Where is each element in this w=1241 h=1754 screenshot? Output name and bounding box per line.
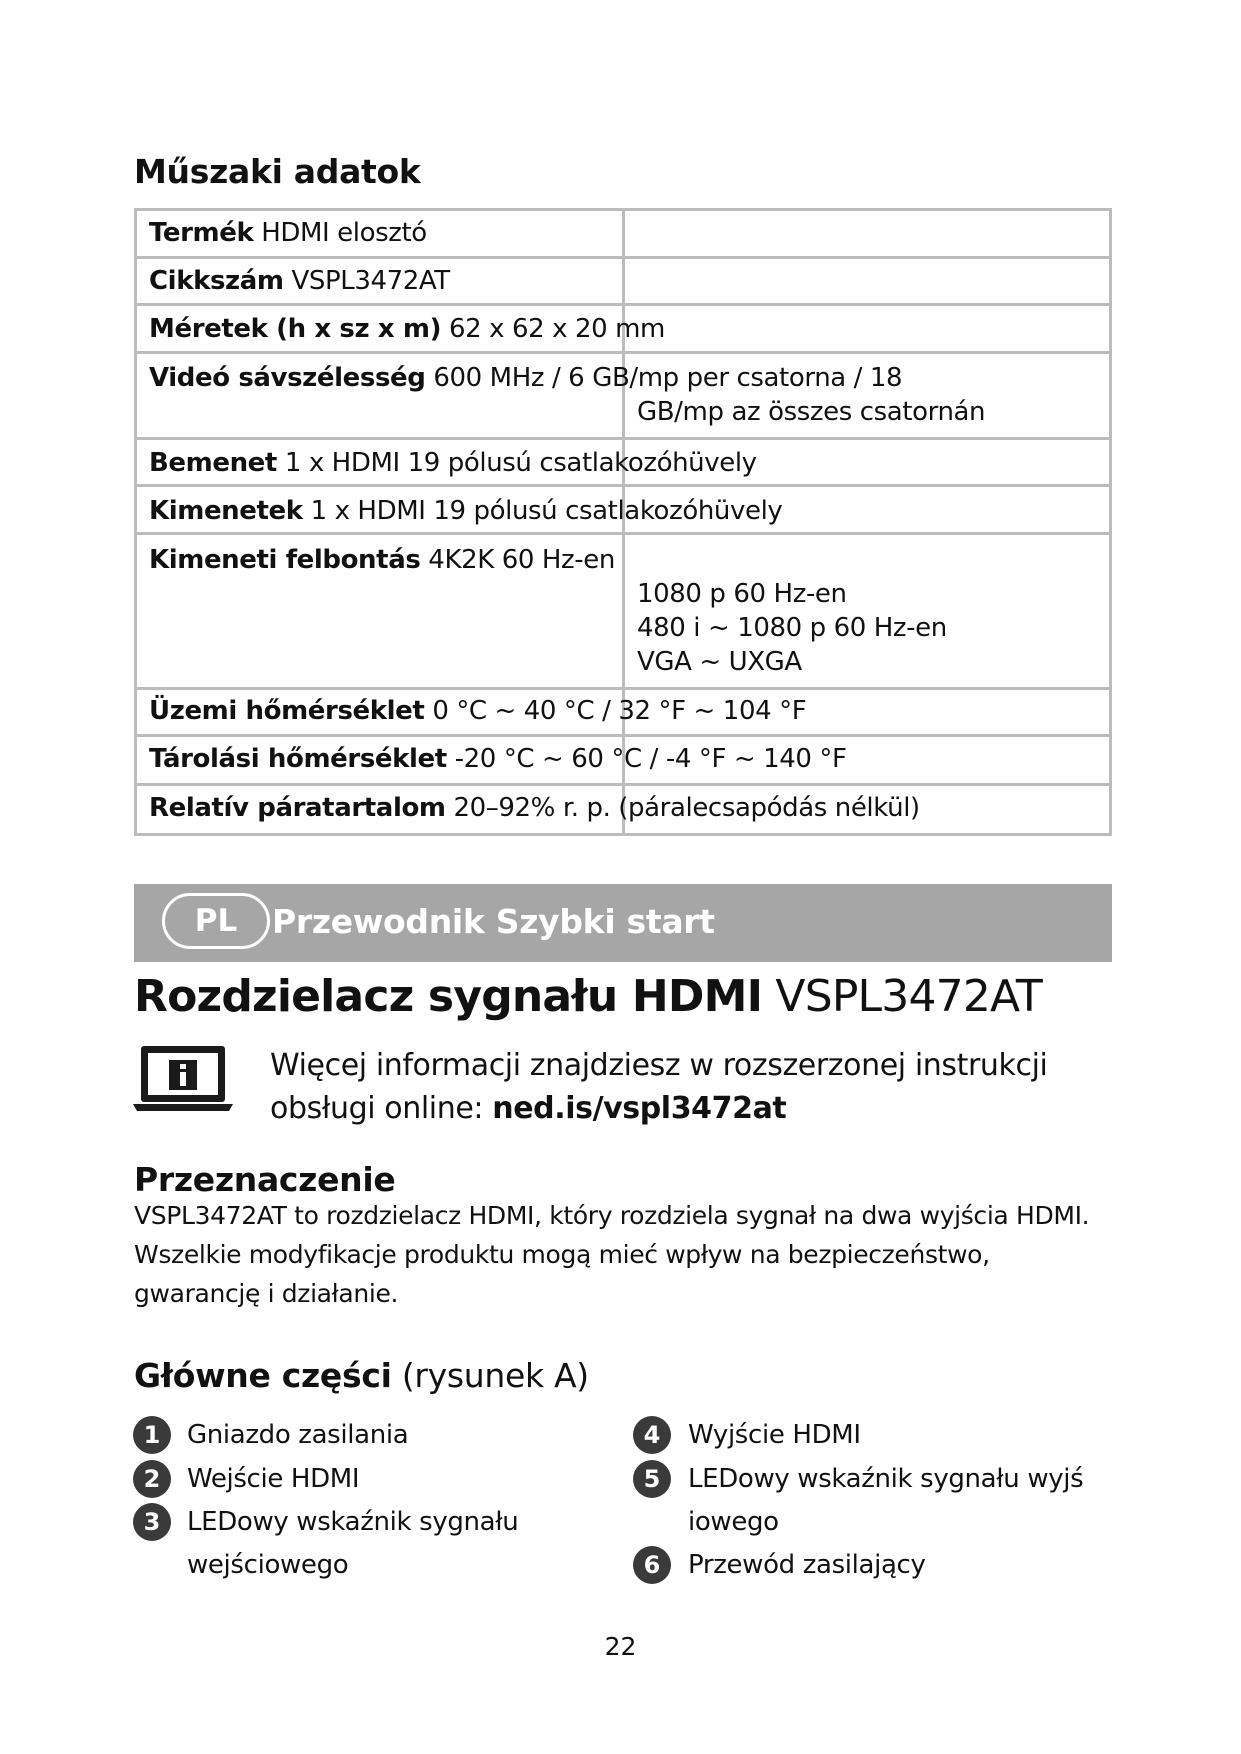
info-prefix: obsługi online: [270,1091,484,1126]
part-number-badge: 1 [133,1416,171,1454]
spec-value: 600 MHz / 6 GB/mp per csatorna / 18 [433,363,903,393]
banner-title: Przewodnik Szybki start [272,902,715,941]
spec-label: Kimeneti felbontás [149,545,421,575]
spec-label: Tárolási hőmérséklet [149,744,447,774]
spec-row-dimensions [149,312,1099,346]
spec-label: Videó sávszélesség [149,363,426,393]
manual-link[interactable]: ned.is/vspl3472at [492,1091,787,1126]
spec-row-product [149,216,1099,250]
table-row-divider [137,484,1109,487]
part-label-line: Przewód zasilający [688,1550,926,1580]
main-parts-heading-ref: (rysunek A) [401,1356,589,1395]
part-label [688,1414,861,1457]
part-label [187,1414,408,1457]
part-label [688,1458,1083,1544]
spec-value-continuation: GB/mp az összes csatornán [637,397,986,427]
spec-label: Termék [149,218,254,248]
table-row-divider [137,734,1109,737]
spec-value: 62 x 62 x 20 mm [448,314,665,344]
spec-value-continuation: VGA ~ UXGA [637,647,802,677]
spec-row-video-bandwidth [149,361,1099,395]
spec-value: 1 x HDMI 19 pólusú csatlakozóhüvely [310,496,783,526]
spec-label: Üzemi hőmérséklet [149,696,425,726]
spec-row-output-resolution [149,543,1099,577]
spec-row-storage-temperature [149,742,1099,776]
laptop-info-icon [132,1042,234,1114]
part-label-line: LEDowy wskaźnik sygnału [187,1507,519,1537]
part-label-line: Wejście HDMI [187,1464,360,1494]
product-model: VSPL3472AT [775,971,1043,1022]
table-row-divider [137,256,1109,259]
part-label [688,1544,926,1587]
spec-row-input [149,446,1099,480]
table-row-divider [137,351,1109,354]
intended-use-text [134,1196,1089,1313]
part-number-badge: 4 [633,1416,671,1454]
spec-value: -20 °C ~ 60 °C / -4 °F ~ 140 °F [454,744,847,774]
part-number-badge: 2 [133,1460,171,1498]
spec-value: 1 x HDMI 19 pólusú csatlakozóhüvely [284,448,757,478]
spec-row-relative-humidity [149,791,1099,825]
main-parts-heading [134,1356,589,1395]
spec-label: Relatív páratartalom [149,793,446,823]
spec-row-outputs [149,494,1099,528]
spec-value: VSPL3472AT [291,266,450,296]
table-row-divider [137,303,1109,306]
part-number-badge: 5 [633,1460,671,1498]
product-name: Rozdzielacz sygnału HDMI [134,971,763,1022]
spec-value: HDMI elosztó [261,218,427,248]
language-section-banner [134,884,1112,962]
table-row-divider [137,532,1109,535]
spec-value: 4K2K 60 Hz-en [428,545,615,575]
page-number: 22 [604,1632,637,1661]
table-row-divider [137,437,1109,440]
part-label-line: iowego [688,1507,779,1537]
part-label-line: LEDowy wskaźnik sygnału wyjś [688,1464,1084,1494]
part-number-badge: 6 [633,1546,671,1584]
part-label [187,1458,359,1501]
specs-heading: Műszaki adatok [134,152,421,191]
table-row-divider [137,687,1109,690]
part-label-line: wejściowego [187,1550,349,1580]
spec-label: Cikkszám [149,266,284,296]
product-title [134,968,1042,1026]
spec-value: 20–92% r. p. (páralecsapódás nélkül) [453,793,920,823]
intended-use-heading: Przeznaczenie [134,1160,396,1199]
part-number-badge: 3 [133,1503,171,1541]
spec-label: Bemenet [149,448,277,478]
spec-row-operating-temperature [149,694,1099,728]
language-code-badge: PL [162,893,270,949]
spec-value: 0 °C ~ 40 °C / 32 °F ~ 104 °F [432,696,807,726]
spec-label: Kimenetek [149,496,303,526]
table-row-divider [137,783,1109,786]
spec-value-continuation: 1080 p 60 Hz-en [637,579,847,609]
paragraph-line: gwarancję i działanie. [134,1279,399,1308]
spec-table [134,208,1112,836]
online-manual-note [270,1044,1047,1130]
spec-label: Méretek (h x sz x m) [149,314,442,344]
info-line [270,1087,1047,1130]
part-label [187,1501,518,1587]
paragraph-line: Wszelkie modyfikacje produktu mogą mieć wpływ na bezpieczeństwo, [134,1240,990,1269]
part-label-line: Wyjście HDMI [688,1420,861,1450]
paragraph-line: VSPL3472AT to rozdzielacz HDMI, który rozdziela sygnał na dwa wyjścia HDMI. [134,1201,1090,1230]
spec-value-continuation: 480 i ~ 1080 p 60 Hz-en [637,613,947,643]
main-parts-heading-bold: Główne części [134,1356,392,1395]
spec-row-item-number [149,264,1099,298]
info-line: Więcej informacji znajdziesz w rozszerzonej instrukcji [270,1048,1048,1083]
part-label-line: Gniazdo zasilania [187,1420,409,1450]
